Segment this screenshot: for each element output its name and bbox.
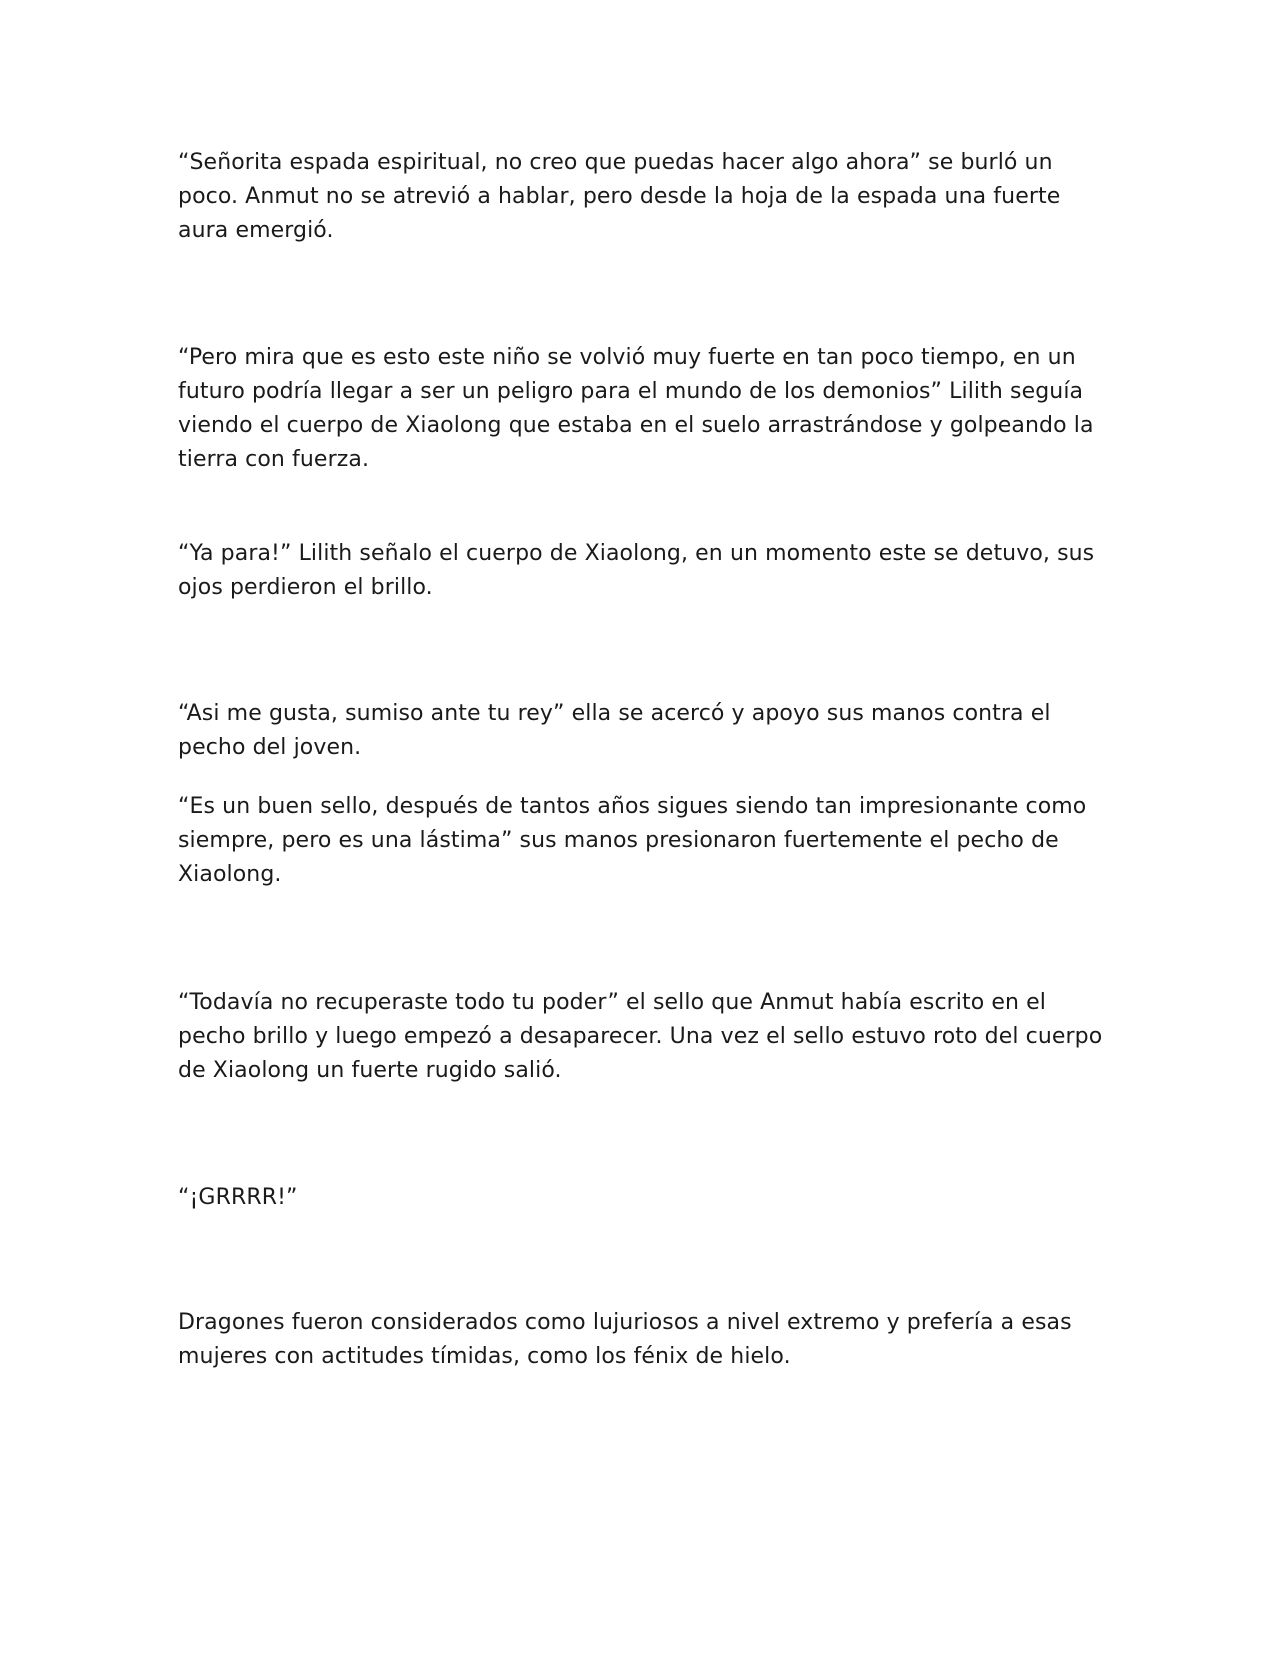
paragraph-4: “Asi me gusta, sumiso ante tu rey” ella se acercó y apoyo sus manos contra el pecho del joven. (178, 701, 1051, 760)
paragraph-3: “Ya para!” Lilith señalo el cuerpo de Xiaolong, en un momento este se detuvo, sus ojos perdieron el brillo. (178, 541, 1095, 600)
paragraph-7: “¡GRRRR!” (178, 1185, 298, 1210)
paragraph-2: “Pero mira que es esto este niño se volvió muy fuerte en tan poco tiempo, en un futuro podría llegar a ser un peligro para el mundo de los demonios” Lilith seguía viendo el cuerpo de Xiaolong que estaba en el suelo arrastrándose y golpeando la tierra con fuerza. (178, 345, 1094, 472)
paragraph-6: “Todavía no recuperaste todo tu poder” el sello que Anmut había escrito en el pecho brillo y luego empezó a desaparecer. Una vez el sello estuvo roto del cuerpo de Xiaolong un fuerte rugido salió. (178, 990, 1103, 1083)
paragraph-8: Dragones fueron considerados como lujuriosos a nivel extremo y prefería a esas mujeres con actitudes tímidas, como los fénix de hielo. (178, 1310, 1072, 1369)
paragraph-1: “Señorita espada espiritual, no creo que puedas hacer algo ahora” se burló un poco. Anmut no se atrevió a hablar, pero desde la hoja de la espada una fuerte aura emergió. (178, 150, 1061, 243)
paragraph-5: “Es un buen sello, después de tantos años sigues siendo tan impresionante como siempre, pero es una lástima” sus manos presionaron fuertemente el pecho de Xiaolong. (178, 794, 1087, 887)
